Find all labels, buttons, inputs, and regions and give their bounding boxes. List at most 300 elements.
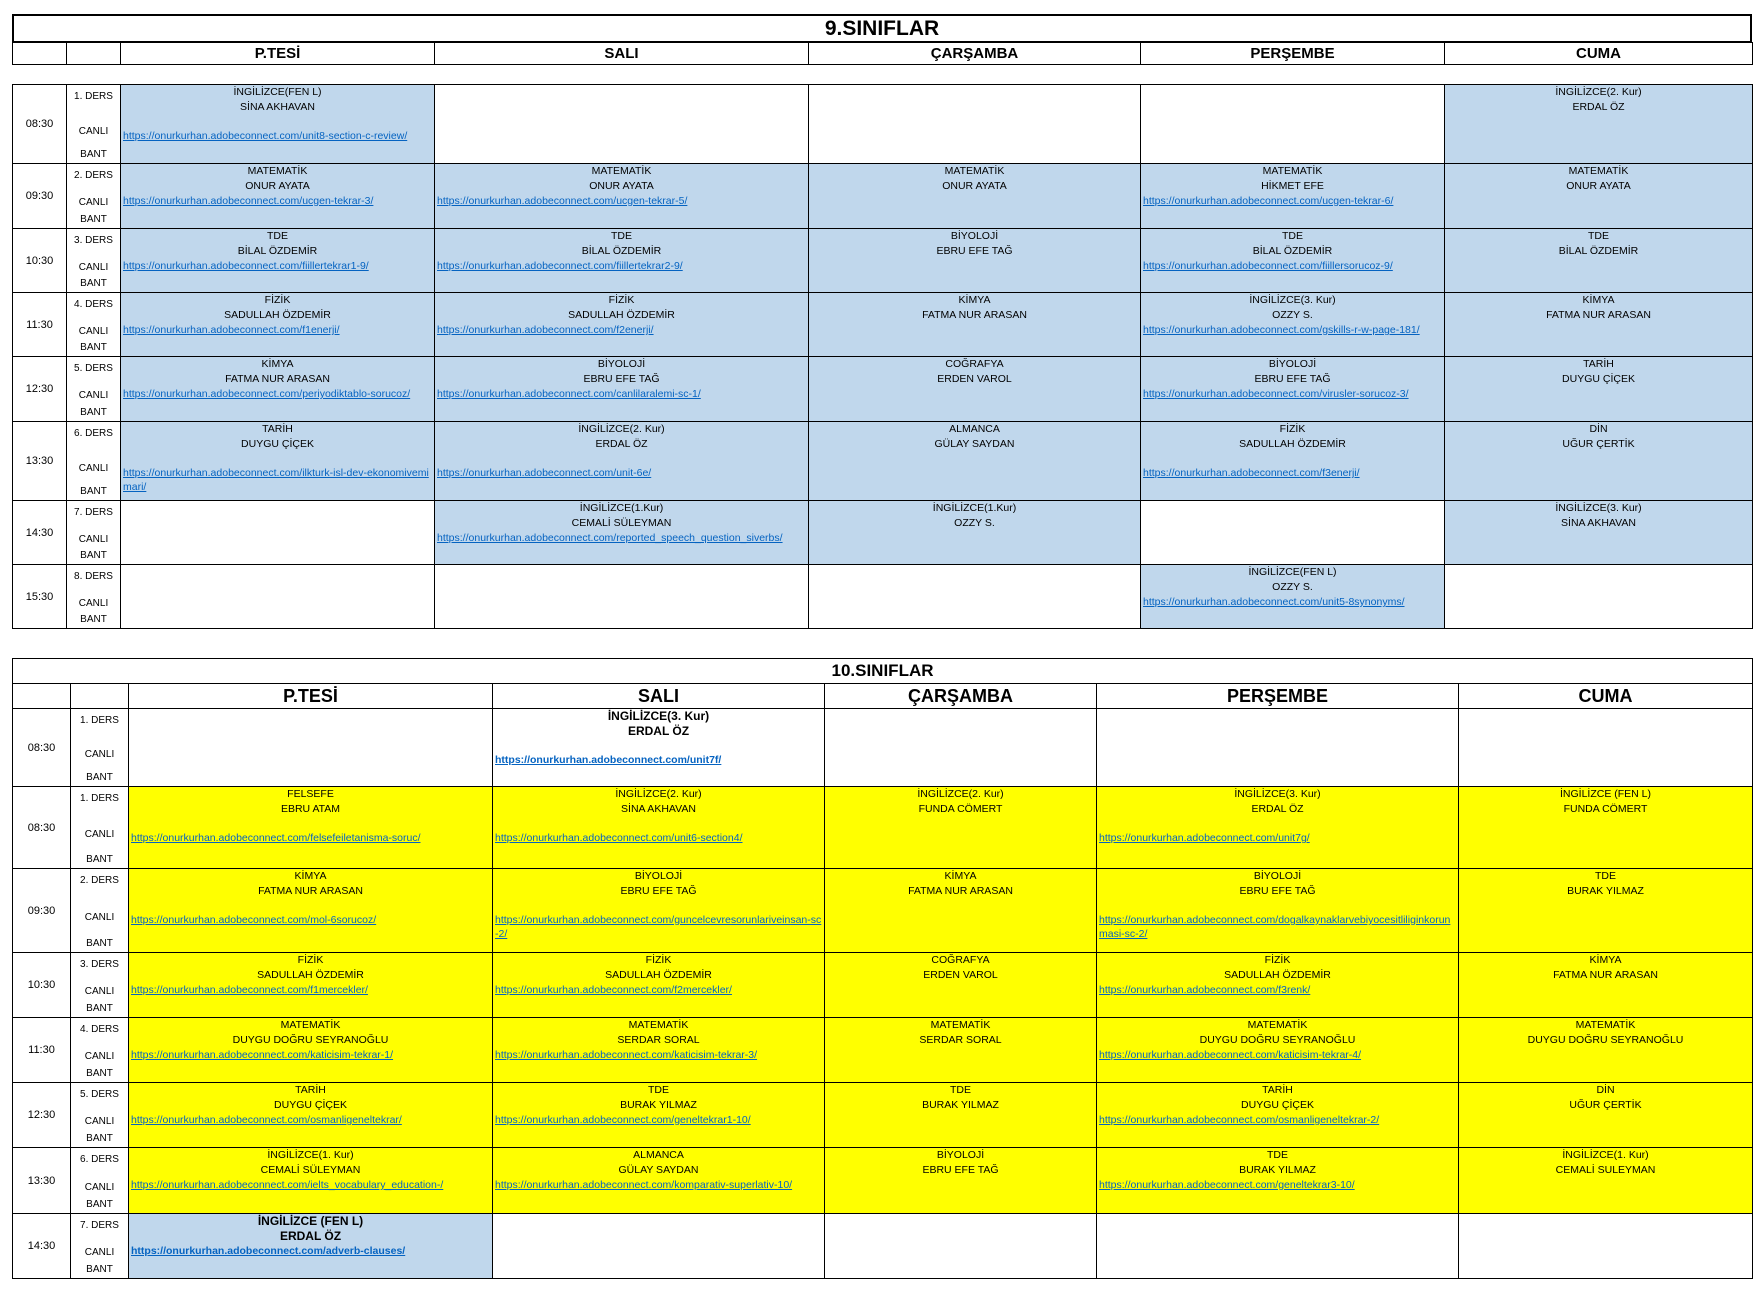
lesson-link[interactable]: https://onurkurhan.adobeconnect.com/fiillertekrar2-9/ <box>437 260 683 272</box>
lesson-link[interactable]: https://onurkurhan.adobeconnect.com/ucgen-tekrar-3/ <box>123 195 374 207</box>
lesson-number: 8. DERS <box>74 571 113 582</box>
lesson-cell <box>809 229 1141 293</box>
lesson-cell <box>1097 1083 1459 1148</box>
lesson-link[interactable]: https://onurkurhan.adobeconnect.com/geneltekrar1-10/ <box>495 1114 751 1126</box>
bant-label: BANT <box>80 149 107 160</box>
lesson-cell <box>121 229 435 293</box>
lesson-label-cell <box>71 1148 129 1214</box>
lesson-cell <box>1097 709 1459 787</box>
lesson-subject: TDE <box>611 230 632 242</box>
lesson-subject: İNGİLİZCE(1. Kur) <box>1562 1149 1649 1161</box>
schedule-row <box>13 357 1753 422</box>
lesson-teacher: DUYGU DOĞRU SEYRANOĞLU <box>1527 1034 1684 1046</box>
lesson-cell <box>493 869 825 953</box>
time-slot: 10:30 <box>13 953 71 1018</box>
lesson-subject: FELSEFE <box>287 788 334 800</box>
lesson-cell <box>809 501 1141 565</box>
lesson-link[interactable]: https://onurkurhan.adobeconnect.com/ucgen-tekrar-5/ <box>437 195 688 207</box>
canli-label: CANLI <box>78 262 109 273</box>
lesson-link[interactable]: https://onurkurhan.adobeconnect.com/ilkturk-isl-dev-ekonomivemimari/ <box>123 467 429 493</box>
lesson-subject: FİZİK <box>608 294 635 306</box>
lesson-link[interactable]: https://onurkurhan.adobeconnect.com/ucgen-tekrar-6/ <box>1143 195 1394 207</box>
lesson-cell <box>493 709 825 787</box>
lesson-teacher: FATMA NUR ARASAN <box>1546 309 1651 321</box>
lesson-subject: İNGİLİZCE(3. Kur) <box>1555 502 1642 514</box>
lesson-number: 4. DERS <box>74 299 113 310</box>
lesson-number: 2. DERS <box>74 170 113 181</box>
lesson-cell <box>435 229 809 293</box>
lesson-subject: BİYOLOJİ <box>634 870 683 882</box>
bant-label: BANT <box>80 486 107 497</box>
lesson-subject: İNGİLİZCE(FEN L) <box>1248 566 1337 578</box>
lesson-label-cell <box>71 1018 129 1083</box>
lesson-teacher: DUYGU DOĞRU SEYRANOĞLU <box>1199 1034 1356 1046</box>
lesson-cell <box>1097 1148 1459 1214</box>
lesson-cell <box>129 1214 493 1279</box>
bant-label: BANT <box>86 1068 113 1079</box>
schedule-row <box>13 1214 1753 1279</box>
lesson-cell <box>129 953 493 1018</box>
lesson-link[interactable]: https://onurkurhan.adobeconnect.com/f2enerji/ <box>437 324 654 336</box>
time-slot: 09:30 <box>13 164 67 229</box>
lesson-subject: MATEMATİK <box>1262 165 1323 177</box>
lesson-number: 2. DERS <box>80 875 119 886</box>
lesson-subject: MATEMATİK <box>247 165 308 177</box>
lesson-subject: İNGİLİZCE(3. Kur) <box>607 709 710 723</box>
lesson-teacher: EBRU EFE TAĞ <box>1239 885 1316 897</box>
lesson-cell <box>493 1148 825 1214</box>
time-slot: 15:30 <box>13 565 67 629</box>
lesson-teacher: BİLAL ÖZDEMİR <box>237 245 318 257</box>
lesson-link[interactable]: https://onurkurhan.adobeconnect.com/reported_speech_question_siverbs/ <box>437 532 783 544</box>
schedule-row <box>13 869 1753 953</box>
lesson-teacher: CEMALİ SULEYMAN <box>1555 1164 1656 1176</box>
day-header-ptesi: P.TESİ <box>129 684 493 709</box>
bant-label: BANT <box>80 214 107 225</box>
lesson-link[interactable]: https://onurkurhan.adobeconnect.com/mol-6sorucoz/ <box>131 914 377 926</box>
lesson-teacher: FATMA NUR ARASAN <box>1553 969 1658 981</box>
lesson-cell <box>435 565 809 629</box>
lesson-teacher: ERDAL ÖZ <box>279 1229 342 1243</box>
canli-label: CANLI <box>78 126 109 137</box>
lesson-teacher: EBRU EFE TAĞ <box>1254 373 1331 385</box>
lesson-teacher: OZZY S. <box>954 517 995 529</box>
day-header-ptesi: P.TESİ <box>121 43 435 65</box>
lesson-subject: İNGİLİZCE(3. Kur) <box>1234 788 1321 800</box>
lesson-cell <box>121 164 435 229</box>
lesson-link[interactable]: https://onurkurhan.adobeconnect.com/adverb-clauses/ <box>131 1245 406 1257</box>
bant-label: BANT <box>86 1003 113 1014</box>
lesson-number: 7. DERS <box>74 507 113 518</box>
lesson-link[interactable]: https://onurkurhan.adobeconnect.com/ielts_vocabulary_education-/ <box>131 1179 444 1191</box>
day-header-persembe: PERŞEMBE <box>1097 684 1459 709</box>
lesson-label-cell <box>71 953 129 1018</box>
lesson-teacher: UĞUR ÇERTİK <box>1569 1099 1642 1111</box>
lesson-teacher: FATMA NUR ARASAN <box>908 885 1013 897</box>
lesson-link[interactable]: https://onurkurhan.adobeconnect.com/felsefeiletanisma-soruc/ <box>131 832 421 844</box>
lesson-subject: TARİH <box>262 423 293 435</box>
lesson-teacher: DUYGU DOĞRU SEYRANOĞLU <box>232 1034 389 1046</box>
lesson-teacher: DUYGU ÇİÇEK <box>1562 373 1635 385</box>
lesson-number: 5. DERS <box>74 363 113 374</box>
lesson-subject: BİYOLOJİ <box>597 358 646 370</box>
lesson-label-cell <box>71 1083 129 1148</box>
lesson-link[interactable]: https://onurkurhan.adobeconnect.com/geneltekrar3-10/ <box>1099 1179 1355 1191</box>
lesson-cell <box>1459 869 1753 953</box>
lesson-cell <box>809 85 1141 164</box>
lesson-link[interactable]: https://onurkurhan.adobeconnect.com/guncelcevresorunlariveinsan-sc-2/ <box>495 914 822 940</box>
lesson-cell <box>1445 357 1753 422</box>
lesson-subject: DİN <box>1589 423 1608 435</box>
lesson-subject: İNGİLİZCE(2. Kur) <box>615 788 702 800</box>
canli-label: CANLI <box>78 463 109 474</box>
lesson-subject: İNGİLİZCE (FEN L) <box>1559 788 1651 800</box>
lesson-cell <box>1141 164 1445 229</box>
lesson-cell <box>1459 787 1753 869</box>
lesson-label-cell <box>67 293 121 357</box>
bant-label: BANT <box>80 278 107 289</box>
lesson-subject: İNGİLİZCE (FEN L) <box>257 1214 364 1228</box>
lesson-subject: MATEMATİK <box>280 1019 341 1031</box>
lesson-cell <box>1445 565 1753 629</box>
lesson-cell <box>129 787 493 869</box>
lesson-teacher: BURAK YILMAZ <box>1239 1164 1316 1176</box>
lesson-cell <box>129 1083 493 1148</box>
lesson-link[interactable]: https://onurkurhan.adobeconnect.com/canlilaralemi-sc-1/ <box>437 388 701 400</box>
lesson-cell <box>1097 1018 1459 1083</box>
lesson-subject: TARİH <box>295 1084 326 1096</box>
lesson-teacher: ONUR AYATA <box>1566 180 1631 192</box>
lesson-label-cell <box>67 422 121 501</box>
lesson-subject: İNGİLİZCE(FEN L) <box>233 86 322 98</box>
lesson-teacher: EBRU EFE TAĞ <box>583 373 660 385</box>
lesson-subject: İNGİLİZCE(2. Kur) <box>917 788 1004 800</box>
lesson-cell <box>435 164 809 229</box>
canli-label: CANLI <box>84 749 115 760</box>
lesson-link[interactable]: https://onurkurhan.adobeconnect.com/osmanligeneltekrar/ <box>131 1114 402 1126</box>
lesson-cell <box>809 422 1141 501</box>
lesson-teacher: ERDAL ÖZ <box>1251 803 1304 815</box>
lesson-cell <box>1097 869 1459 953</box>
lesson-cell <box>1141 357 1445 422</box>
lesson-teacher: SADULLAH ÖZDEMİR <box>257 969 364 981</box>
lesson-teacher: DUYGU ÇİÇEK <box>274 1099 347 1111</box>
time-slot: 08:30 <box>13 709 71 787</box>
header-blank <box>67 43 121 65</box>
lesson-link[interactable]: https://onurkurhan.adobeconnect.com/unit-6e/ <box>437 467 652 479</box>
day-header-carsamba: ÇARŞAMBA <box>825 684 1097 709</box>
lesson-cell <box>121 293 435 357</box>
schedule-row <box>13 422 1753 501</box>
grade10-schedule-table <box>12 658 1753 1279</box>
lesson-link[interactable]: https://onurkurhan.adobeconnect.com/f2mercekler/ <box>495 984 732 996</box>
lesson-number: 4. DERS <box>80 1024 119 1035</box>
bant-label: BANT <box>80 614 107 625</box>
lesson-link[interactable]: https://onurkurhan.adobeconnect.com/unit7g/ <box>1099 832 1310 844</box>
lesson-subject: FİZİK <box>1264 954 1291 966</box>
lesson-cell <box>1445 293 1753 357</box>
day-header-carsamba: ÇARŞAMBA <box>809 43 1141 65</box>
schedule-row <box>13 1083 1753 1148</box>
time-slot: 11:30 <box>13 1018 71 1083</box>
schedule-row <box>13 501 1753 565</box>
schedule-row <box>13 1018 1753 1083</box>
lesson-cell <box>121 501 435 565</box>
lesson-teacher: ERDAL ÖZ <box>595 438 648 450</box>
lesson-cell <box>493 1018 825 1083</box>
lesson-cell <box>493 1214 825 1279</box>
lesson-link[interactable]: https://onurkurhan.adobeconnect.com/gskills-r-w-page-181/ <box>1143 324 1420 336</box>
lesson-subject: FİZİK <box>297 954 324 966</box>
lesson-link[interactable]: https://onurkurhan.adobeconnect.com/dogalkaynaklarvebiyocesitliliginkorunmasi-sc-2/ <box>1099 914 1451 940</box>
lesson-subject: COĞRAFYA <box>945 358 1004 370</box>
lesson-link[interactable]: https://onurkurhan.adobeconnect.com/unit6-section4/ <box>495 832 743 844</box>
time-slot: 12:30 <box>13 357 67 422</box>
canli-label: CANLI <box>78 326 109 337</box>
lesson-teacher: SERDAR SORAL <box>617 1034 700 1046</box>
lesson-teacher: OZZY S. <box>1272 581 1313 593</box>
bant-label: BANT <box>86 1133 113 1144</box>
lesson-subject: BİYOLOJİ <box>1253 870 1302 882</box>
canli-label: CANLI <box>84 1116 115 1127</box>
lesson-teacher: FATMA NUR ARASAN <box>225 373 330 385</box>
lesson-cell <box>825 1018 1097 1083</box>
lesson-cell <box>1445 164 1753 229</box>
lesson-cell <box>825 709 1097 787</box>
lesson-cell <box>809 565 1141 629</box>
lesson-label-cell <box>67 164 121 229</box>
lesson-link[interactable]: https://onurkurhan.adobeconnect.com/komparativ-superlativ-10/ <box>495 1179 793 1191</box>
lesson-subject: MATEMATİK <box>1575 1019 1636 1031</box>
lesson-teacher: SİNA AKHAVAN <box>1561 517 1636 529</box>
time-slot: 13:30 <box>13 422 67 501</box>
lesson-cell <box>1141 501 1445 565</box>
day-header-sali: SALI <box>435 43 809 65</box>
lesson-subject: FİZİK <box>645 954 672 966</box>
lesson-subject: TARİH <box>1583 358 1614 370</box>
lesson-cell <box>1141 85 1445 164</box>
lesson-link[interactable]: https://onurkurhan.adobeconnect.com/osmanligeneltekrar-2/ <box>1099 1114 1380 1126</box>
lesson-teacher: GÜLAY SAYDAN <box>618 1164 699 1176</box>
lesson-cell <box>493 953 825 1018</box>
schedule-row <box>13 85 1753 164</box>
lesson-subject: MATEMATİK <box>944 165 1005 177</box>
header-blank <box>13 684 71 709</box>
lesson-link[interactable]: https://onurkurhan.adobeconnect.com/fiillersorucoz-9/ <box>1143 260 1393 272</box>
header-blank <box>71 684 129 709</box>
time-slot: 08:30 <box>13 85 67 164</box>
canli-label: CANLI <box>78 598 109 609</box>
lesson-link[interactable]: https://onurkurhan.adobeconnect.com/f1enerji/ <box>123 324 340 336</box>
lesson-subject: TDE <box>267 230 288 242</box>
lesson-subject: İNGİLİZCE(2. Kur) <box>1555 86 1642 98</box>
header-blank <box>13 43 67 65</box>
time-slot: 10:30 <box>13 229 67 293</box>
canli-label: CANLI <box>84 1182 115 1193</box>
lesson-cell <box>1097 953 1459 1018</box>
lesson-teacher: OZZY S. <box>1272 309 1313 321</box>
time-slot: 13:30 <box>13 1148 71 1214</box>
lesson-cell <box>825 1148 1097 1214</box>
lesson-link[interactable]: https://onurkurhan.adobeconnect.com/katicisim-tekrar-3/ <box>495 1049 758 1061</box>
time-slot: 14:30 <box>13 1214 71 1279</box>
lesson-link[interactable]: https://onurkurhan.adobeconnect.com/unit8-section-c-review/ <box>123 130 408 142</box>
lesson-subject: KİMYA <box>1582 294 1615 306</box>
lesson-teacher: GÜLAY SAYDAN <box>934 438 1015 450</box>
lesson-subject: İNGİLİZCE(1.Kur) <box>932 502 1017 514</box>
lesson-link[interactable]: https://onurkurhan.adobeconnect.com/f1mercekler/ <box>131 984 368 996</box>
lesson-cell <box>435 501 809 565</box>
lesson-cell <box>435 422 809 501</box>
lesson-teacher: SERDAR SORAL <box>919 1034 1002 1046</box>
lesson-teacher: FUNDA CÖMERT <box>918 803 1003 815</box>
lesson-subject: ALMANCA <box>633 1149 684 1161</box>
canli-label: CANLI <box>84 829 115 840</box>
schedule-row <box>13 293 1753 357</box>
lesson-link[interactable]: https://onurkurhan.adobeconnect.com/unit7f/ <box>495 754 722 766</box>
day-header-persembe: PERŞEMBE <box>1141 43 1445 65</box>
lesson-cell <box>825 1214 1097 1279</box>
grade10-title: 10.SINIFLAR <box>13 659 1753 684</box>
lesson-subject: İNGİLİZCE(1.Kur) <box>579 502 664 514</box>
lesson-cell <box>129 709 493 787</box>
lesson-teacher: SADULLAH ÖZDEMİR <box>605 969 712 981</box>
lesson-cell <box>1097 787 1459 869</box>
lesson-subject: MATEMATİK <box>1247 1019 1308 1031</box>
lesson-number: 6. DERS <box>74 428 113 439</box>
day-header-cuma: CUMA <box>1459 684 1753 709</box>
lesson-subject: KİMYA <box>944 870 977 882</box>
lesson-link[interactable]: https://onurkurhan.adobeconnect.com/f3enerji/ <box>1143 467 1360 479</box>
lesson-teacher: SADULLAH ÖZDEMİR <box>1224 969 1331 981</box>
lesson-label-cell <box>67 501 121 565</box>
lesson-teacher: SADULLAH ÖZDEMİR <box>1239 438 1346 450</box>
bant-label: BANT <box>80 407 107 418</box>
time-slot: 12:30 <box>13 1083 71 1148</box>
lesson-teacher: EBRU ATAM <box>280 803 341 815</box>
lesson-label-cell <box>71 709 129 787</box>
lesson-teacher: FUNDA CÖMERT <box>1563 803 1648 815</box>
day-header-cuma: CUMA <box>1445 43 1753 65</box>
lesson-subject: MATEMATİK <box>930 1019 991 1031</box>
lesson-teacher: SADULLAH ÖZDEMİR <box>224 309 331 321</box>
lesson-teacher: ONUR AYATA <box>942 180 1007 192</box>
lesson-subject: FİZİK <box>264 294 291 306</box>
lesson-teacher: UĞUR ÇERTİK <box>1562 438 1635 450</box>
lesson-teacher: SİNA AKHAVAN <box>240 101 315 113</box>
lesson-teacher: DUYGU ÇİÇEK <box>1241 1099 1314 1111</box>
bant-label: BANT <box>80 550 107 561</box>
lesson-cell <box>1141 565 1445 629</box>
lesson-link[interactable]: https://onurkurhan.adobeconnect.com/virusler-sorucoz-3/ <box>1143 388 1409 400</box>
lesson-cell <box>809 164 1141 229</box>
lesson-cell <box>1459 709 1753 787</box>
lesson-teacher: EBRU EFE TAĞ <box>936 245 1013 257</box>
lesson-subject: TDE <box>1282 230 1303 242</box>
lesson-number: 6. DERS <box>80 1154 119 1165</box>
canli-label: CANLI <box>84 912 115 923</box>
lesson-label-cell <box>67 565 121 629</box>
lesson-cell <box>129 1148 493 1214</box>
lesson-subject: MATEMATİK <box>1568 165 1629 177</box>
lesson-subject: DİN <box>1596 1084 1615 1096</box>
lesson-cell <box>1459 1214 1753 1279</box>
lesson-subject: TDE <box>950 1084 971 1096</box>
lesson-subject: KİMYA <box>294 870 327 882</box>
lesson-label-cell <box>71 787 129 869</box>
bant-label: BANT <box>86 1199 113 1210</box>
lesson-subject: İNGİLİZCE(2. Kur) <box>578 423 665 435</box>
day-header-sali: SALI <box>493 684 825 709</box>
bant-label: BANT <box>86 938 113 949</box>
time-slot: 09:30 <box>13 869 71 953</box>
lesson-teacher: ERDAL ÖZ <box>1572 101 1625 113</box>
lesson-teacher: BİLAL ÖZDEMİR <box>581 245 662 257</box>
lesson-cell <box>1141 229 1445 293</box>
lesson-label-cell <box>67 229 121 293</box>
schedule-row <box>13 953 1753 1018</box>
lesson-teacher: BURAK YILMAZ <box>922 1099 999 1111</box>
lesson-teacher: SİNA AKHAVAN <box>621 803 696 815</box>
lesson-subject: KİMYA <box>1589 954 1622 966</box>
canli-label: CANLI <box>78 197 109 208</box>
lesson-link[interactable]: https://onurkurhan.adobeconnect.com/f3renk/ <box>1099 984 1311 996</box>
lesson-teacher: ERDAL ÖZ <box>627 724 690 738</box>
bant-label: BANT <box>80 342 107 353</box>
lesson-link[interactable]: https://onurkurhan.adobeconnect.com/fiillertekrar1-9/ <box>123 260 369 272</box>
canli-label: CANLI <box>84 1247 115 1258</box>
lesson-teacher: ONUR AYATA <box>589 180 654 192</box>
lesson-link[interactable]: https://onurkurhan.adobeconnect.com/unit5-8synonyms/ <box>1143 596 1405 608</box>
lesson-teacher: BURAK YILMAZ <box>1567 885 1644 897</box>
schedule-row <box>13 709 1753 787</box>
schedule-row <box>13 229 1753 293</box>
lesson-number: 3. DERS <box>74 235 113 246</box>
lesson-cell <box>809 293 1141 357</box>
lesson-cell <box>121 85 435 164</box>
lesson-cell <box>1459 1083 1753 1148</box>
lesson-teacher: FATMA NUR ARASAN <box>922 309 1027 321</box>
lesson-subject: BİYOLOJİ <box>936 1149 985 1161</box>
lesson-teacher: BURAK YILMAZ <box>620 1099 697 1111</box>
lesson-number: 5. DERS <box>80 1089 119 1100</box>
bant-label: BANT <box>86 854 113 865</box>
lesson-cell <box>1445 85 1753 164</box>
lesson-subject: İNGİLİZCE(1. Kur) <box>267 1149 354 1161</box>
lesson-link[interactable]: https://onurkurhan.adobeconnect.com/periyodiktablo-sorucoz/ <box>123 388 411 400</box>
schedule-row <box>13 787 1753 869</box>
lesson-teacher: BİLAL ÖZDEMİR <box>1558 245 1639 257</box>
lesson-subject: MATEMATİK <box>591 165 652 177</box>
lesson-subject: TDE <box>1267 1149 1288 1161</box>
lesson-teacher: EBRU EFE TAĞ <box>620 885 697 897</box>
lesson-teacher: DUYGU ÇİÇEK <box>241 438 314 450</box>
lesson-teacher: ONUR AYATA <box>245 180 310 192</box>
lesson-cell <box>435 357 809 422</box>
lesson-cell <box>1459 1018 1753 1083</box>
lesson-teacher: ERDEN VAROL <box>937 373 1012 385</box>
lesson-link[interactable]: https://onurkurhan.adobeconnect.com/katicisim-tekrar-1/ <box>131 1049 394 1061</box>
grade9-schedule-table <box>12 84 1753 629</box>
lesson-cell <box>1445 422 1753 501</box>
grade9-title: 9.SINIFLAR <box>12 14 1752 43</box>
lesson-link[interactable]: https://onurkurhan.adobeconnect.com/katicisim-tekrar-4/ <box>1099 1049 1362 1061</box>
lesson-subject: KİMYA <box>958 294 991 306</box>
schedule-row <box>13 1148 1753 1214</box>
lesson-subject: BİYOLOJİ <box>950 230 999 242</box>
schedule-row <box>13 565 1753 629</box>
lesson-cell <box>1459 1148 1753 1214</box>
